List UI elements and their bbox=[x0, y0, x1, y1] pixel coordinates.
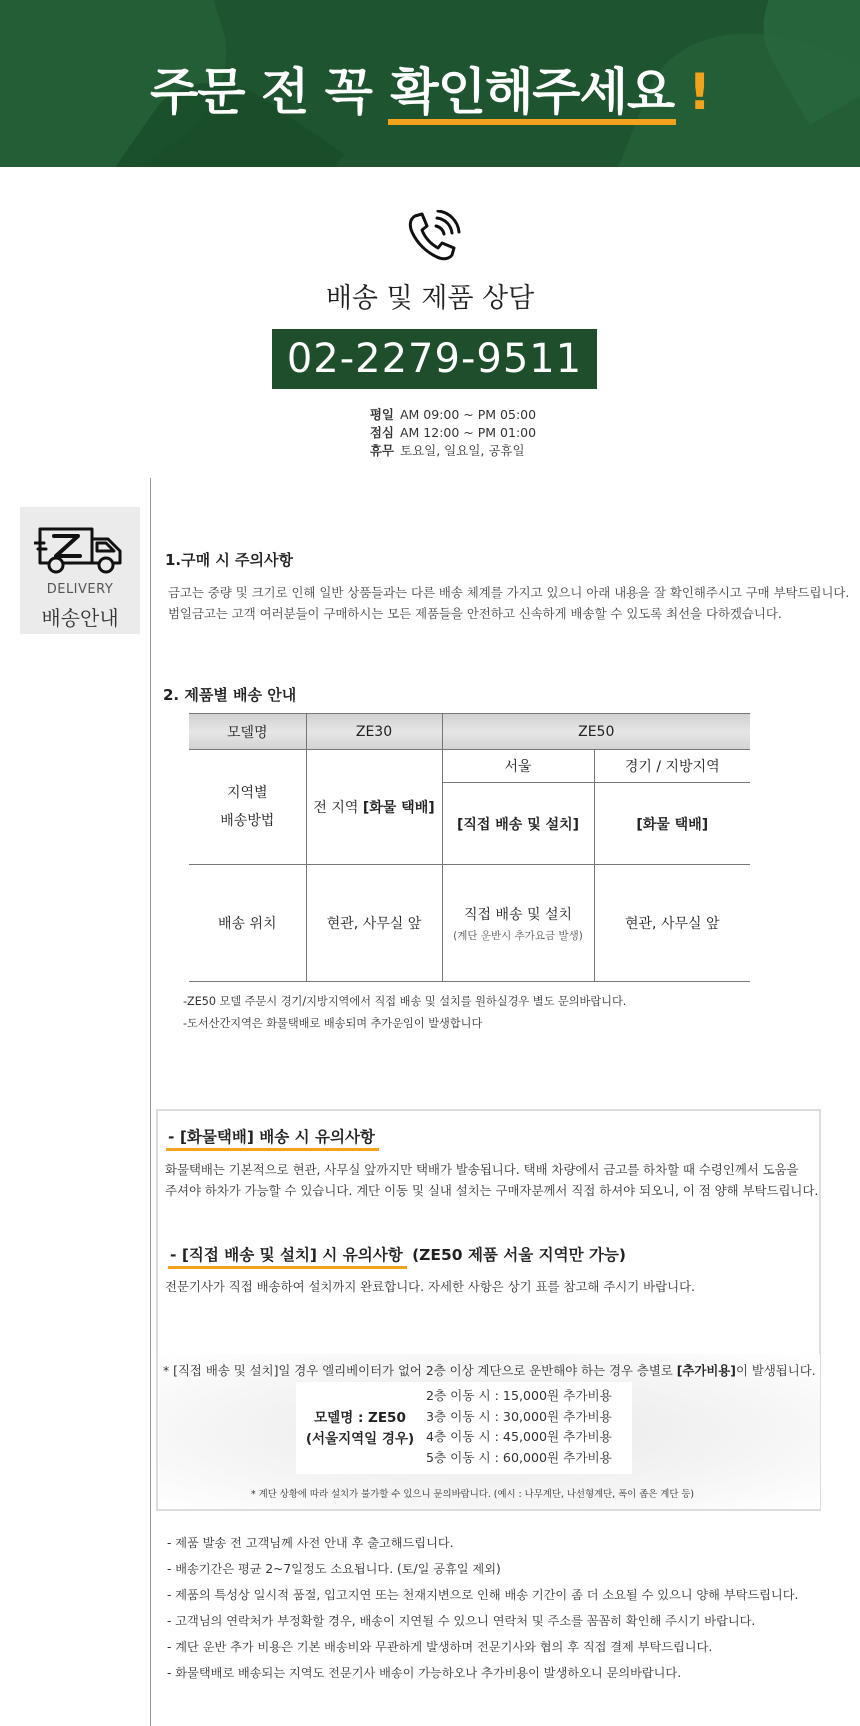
business-hours bbox=[364, 406, 604, 460]
location-label: 배송 위치 bbox=[189, 865, 306, 982]
extra-cost-line bbox=[163, 1361, 816, 1379]
hours-value: AM 09:00 ~ PM 05:00 bbox=[400, 407, 537, 422]
delivery-truck-icon bbox=[34, 519, 126, 577]
extra-text: 이 발생됩니다. bbox=[735, 1363, 816, 1378]
heading-prefix: - bbox=[170, 1246, 182, 1264]
badge-english-label: DELIVERY bbox=[46, 582, 114, 597]
heading-prefix: - bbox=[168, 1128, 180, 1146]
phone-icon bbox=[405, 210, 461, 262]
extra-cost-footnote: * 계단 상황에 따라 설치가 불가할 수 있으니 문의바랍니다. (예시 : 나무계단, 나선형계단, 폭이 좁은 계단 등) bbox=[251, 1489, 695, 1500]
section2-heading: 2. 제품별 배송 안내 bbox=[163, 686, 297, 704]
text-line: 주셔야 하차가 가능할 수 있습니다. 계단 이동 및 실내 설치는 구매자분께서 직접 하셔야 되오니, 이 점 양해 부탁드립니다. bbox=[165, 1183, 819, 1198]
model-label bbox=[304, 1408, 416, 1450]
header-ze50: ZE50 bbox=[442, 714, 750, 750]
heading-underline bbox=[166, 1128, 379, 1151]
note-line: -ZE50 모델 주문시 경기/지방지역에서 직접 배송 및 설치를 원하실경우 별도 문의바랍니다. bbox=[183, 995, 627, 1008]
region-label-line: 배송방법 bbox=[220, 813, 275, 829]
text-line: 범일금고는 고객 여러분들이 구매하시는 모든 제품들을 안전하고 신속하게 배송할 수 있도록 최선을 다하겠습니다. bbox=[168, 606, 782, 621]
other-location: 현관, 사무실 앞 bbox=[594, 865, 750, 982]
delivery-badge bbox=[20, 507, 140, 634]
seoul-location bbox=[442, 865, 594, 982]
title-exclamation: ! bbox=[688, 63, 711, 121]
notice-text-install: 전문기사가 직접 배송하여 설치까지 완료합니다. 자세한 사항은 상기 표를 참고해 주시기 바랍니다. bbox=[165, 1279, 695, 1294]
hours-row bbox=[364, 424, 604, 442]
seoul-location-text: 직접 배송 및 설치 bbox=[463, 906, 573, 923]
phone-number[interactable]: 02-2279-9511 bbox=[272, 329, 597, 389]
hours-key: 점심 bbox=[369, 425, 394, 440]
ze30-method-type: [화물 택배] bbox=[362, 800, 435, 816]
badge-korean-label: 배송안내 bbox=[41, 606, 119, 630]
hours-row bbox=[364, 406, 604, 424]
list-item: - 화물택배로 배송되는 지역도 전문기사 배송이 가능하오나 추가비용이 발생하오니 문의바랍니다. bbox=[167, 1666, 682, 1680]
fee-item: 4층 이동 시 : 45,000원 추가비용 bbox=[426, 1429, 612, 1444]
other-region-header: 경기 / 지방지역 bbox=[594, 750, 750, 783]
hours-key: 평일 bbox=[369, 407, 394, 422]
heading-text: [화물택배] 배송 시 유의사항 bbox=[179, 1128, 375, 1146]
section1-heading: 1.구매 시 주의사항 bbox=[165, 551, 294, 569]
hours-value: AM 12:00 ~ PM 01:00 bbox=[400, 425, 537, 440]
title-part: 주문 전 꼭 bbox=[149, 63, 389, 121]
heading-text: [직접 배송 및 설치] 시 유의사항 bbox=[181, 1246, 403, 1264]
section-divider bbox=[150, 478, 151, 1726]
list-item: - 고객님의 연락처가 부정확할 경우, 배송이 지연될 수 있으니 연락처 및 주소를 꼼꼼히 확인해 주시기 바랍니다. bbox=[167, 1614, 756, 1628]
title-highlight: 확인해주세요 bbox=[388, 65, 676, 125]
table-row bbox=[189, 865, 750, 982]
list-item: - 제품의 특성상 일시적 품절, 입고지연 또는 천재지변으로 인해 배송 기간이 좀 더 소요될 수 있으니 양해 부탁드립니다. bbox=[167, 1588, 799, 1602]
heading-suffix: (ZE50 제품 서울 지역만 가능) bbox=[406, 1246, 626, 1264]
notice-heading-freight bbox=[166, 1125, 379, 1149]
header-ze30: ZE30 bbox=[306, 714, 442, 750]
ze30-method-text: 전 지역 bbox=[313, 800, 363, 816]
list-item: - 제품 발송 전 고객님께 사전 안내 후 출고해드립니다. bbox=[167, 1536, 454, 1550]
table-row bbox=[189, 750, 750, 783]
extra-text: * [직접 배송 및 설치]일 경우 엘리베이터가 없어 2층 이상 계단으로 운반해야 하는 경우 층별로 bbox=[163, 1363, 677, 1378]
fee-list bbox=[426, 1386, 612, 1468]
extra-emphasis: [추가비용] bbox=[676, 1363, 736, 1378]
consult-title: 배송 및 제품 상담 bbox=[325, 283, 535, 314]
header-banner bbox=[0, 0, 860, 167]
notice-heading-install bbox=[168, 1243, 626, 1267]
seoul-method: [직접 배송 및 설치] bbox=[442, 783, 594, 865]
fee-item: 3층 이동 시 : 30,000원 추가비용 bbox=[426, 1408, 612, 1424]
heading-underline bbox=[168, 1246, 407, 1269]
list-item: - 배송기간은 평균 2~7일정도 소요됩니다. (토/일 공휴일 제외) bbox=[167, 1562, 501, 1576]
list-item: - 계단 운반 추가 비용은 기본 배송비와 무관하게 발생하며 전문기사와 협의 후 직접 결제 부탁드립니다. bbox=[167, 1640, 713, 1654]
fee-item: 2층 이동 시 : 15,000원 추가비용 bbox=[426, 1388, 612, 1403]
region-label bbox=[189, 750, 306, 865]
header-model: 모델명 bbox=[189, 714, 306, 750]
hours-key: 휴무 bbox=[369, 443, 394, 458]
text-line: 금고는 중량 및 크기로 인해 일반 상품들과는 다른 배송 체계를 가지고 있으니 아래 내용을 잘 확인해주시고 구매 부탁드립니다. bbox=[168, 585, 850, 600]
section1-text bbox=[168, 582, 849, 624]
notice-box bbox=[156, 1109, 821, 1511]
shipping-table bbox=[189, 713, 750, 982]
hours-value: 토요일, 일요일, 공휴일 bbox=[400, 443, 525, 458]
table-header-row bbox=[189, 714, 750, 750]
ze30-location: 현관, 사무실 앞 bbox=[306, 865, 442, 982]
model-line: (서울지역일 경우) bbox=[305, 1431, 415, 1447]
region-label-line: 지역별 bbox=[226, 785, 268, 801]
hours-row bbox=[364, 442, 604, 460]
model-line: 모델명 : ZE50 bbox=[314, 1410, 406, 1426]
fee-item: 5층 이동 시 : 60,000원 추가비용 bbox=[426, 1449, 612, 1465]
table-notes bbox=[183, 991, 626, 1035]
text-line: 화물택배는 기본적으로 현관, 사무실 앞까지만 택배가 발송됩니다. 택배 차량에서 금고를 하차할 때 수령인께서 도움을 bbox=[165, 1162, 799, 1177]
extra-cost-card bbox=[296, 1382, 632, 1474]
note-line: -도서산간지역은 화물택배로 배송되며 추가운임이 발생합니다 bbox=[183, 1017, 483, 1030]
page-title bbox=[0, 52, 860, 125]
other-method: [화물 택배] bbox=[594, 783, 750, 865]
ze30-method bbox=[306, 750, 442, 865]
notice-text-freight bbox=[165, 1159, 818, 1201]
delivery-notes-list bbox=[167, 1530, 798, 1686]
seoul-header: 서울 bbox=[442, 750, 594, 783]
seoul-location-note: (계단 운반시 추가요금 발생) bbox=[453, 929, 583, 942]
